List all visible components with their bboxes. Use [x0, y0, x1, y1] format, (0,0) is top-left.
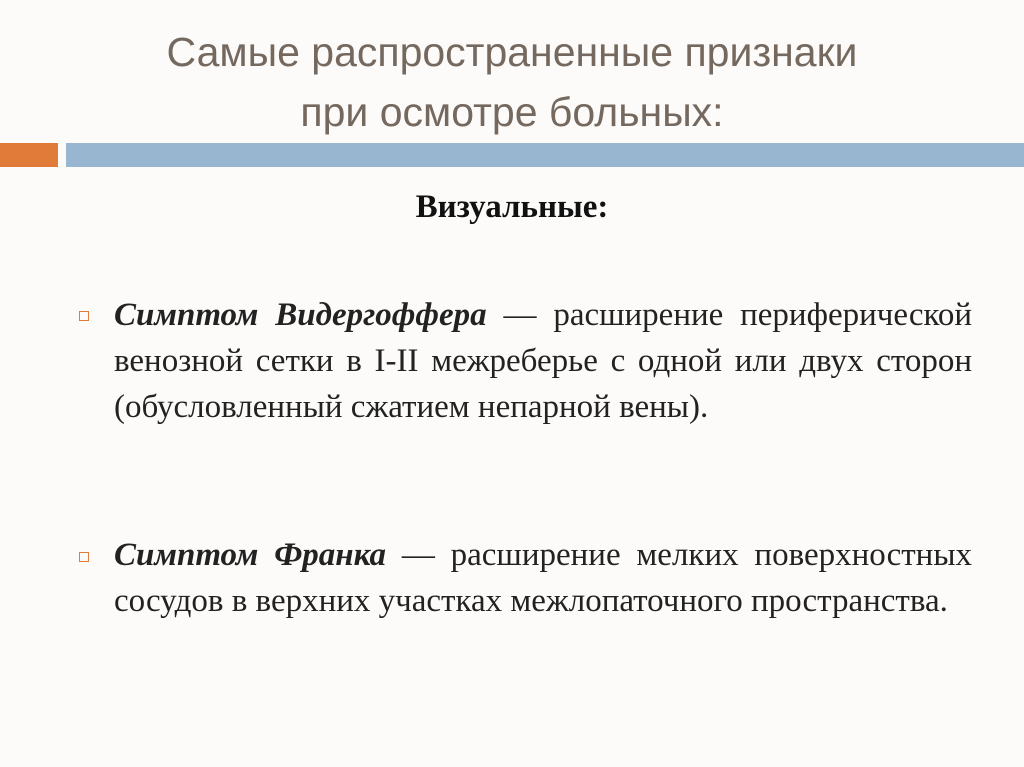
- hollow-square-bullet-icon: [79, 552, 89, 562]
- slide-title-line-2: при осмотре больных:: [300, 89, 724, 135]
- list-item: [114, 532, 972, 624]
- section-heading: Визуальные:: [415, 189, 609, 225]
- symptom-description: — расширение мелких поверхностных сосудов в верхних участках межлопаточного пространства.: [114, 537, 972, 619]
- slide-title-line-1: Самые распространенные признаки: [166, 29, 858, 75]
- title-divider-bar: [66, 143, 1024, 167]
- hollow-square-bullet-icon: [79, 311, 89, 321]
- title-accent-bar: [0, 143, 58, 167]
- list-item: [114, 292, 972, 430]
- symptom-term: Симптом Видергоффера: [114, 297, 487, 333]
- symptom-term: Симптом Франка: [114, 537, 386, 573]
- slide-title: [0, 22, 1024, 142]
- symptom-description: — расширение периферической венозной сетки в I-II межреберье с одной или двух сторон (обусловленный сжатием непарной вены).: [114, 297, 972, 425]
